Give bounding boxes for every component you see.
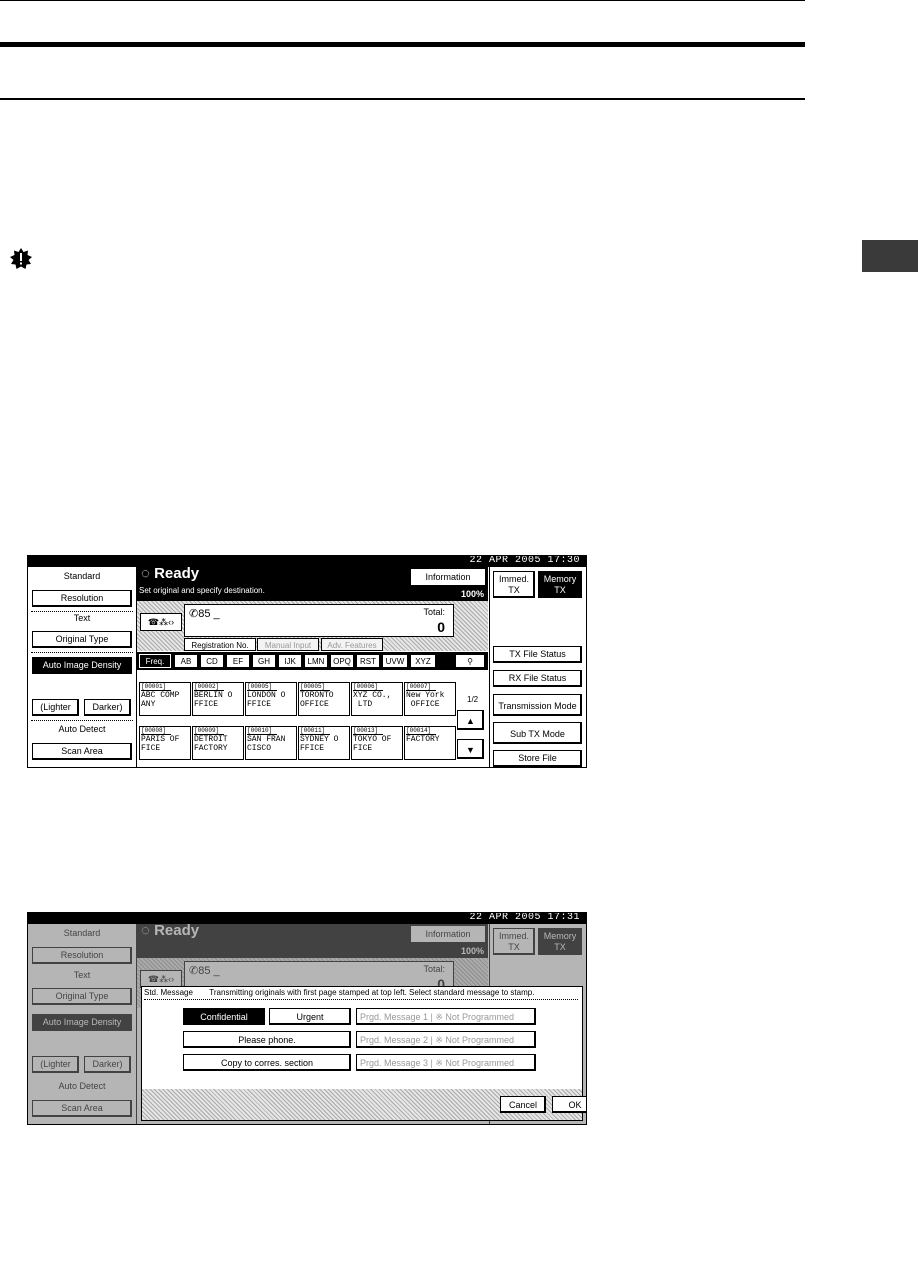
datetime: 22 APR 2005 17:30 [469,555,580,566]
fax-number-icon[interactable]: ☎⁂‹› [140,613,182,631]
chapter-tab [862,240,918,272]
important-icon [10,248,32,270]
sub-tx-mode-button[interactable]: Sub TX Mode [493,722,582,744]
destination-button[interactable] [192,682,244,716]
scan-area-button[interactable]: Scan Area [32,743,132,760]
destination-name: DETROIT FACTORY [194,735,228,753]
ready-title: ◌ Ready [141,565,200,582]
destination-button[interactable] [192,726,244,760]
header-thick-rule [0,42,805,47]
immediate-tx-button[interactable]: Immed. TX [493,571,535,598]
status-bar [28,913,586,924]
destination-code: [00002] [194,683,224,691]
divider [144,999,578,1000]
destination-name: TOKYO OF FICE [353,735,392,753]
tx-file-status-button[interactable]: TX File Status [493,646,582,663]
fax-screen-ready [27,555,587,768]
destination-code: [00001] [141,683,171,691]
urgent-button[interactable]: Urgent [269,1008,351,1025]
index-tab[interactable]: OPQ [330,654,354,668]
destination-button[interactable] [245,726,297,760]
alphabet-index [137,652,488,670]
lighter-button[interactable]: (Lighter [32,699,79,716]
scan-settings-panel [28,567,137,767]
transmission-mode-button[interactable]: Transmission Mode [493,694,582,716]
std-message-dialog [141,986,583,1121]
original-type-value: Text [73,613,91,623]
programmed-message-2-button[interactable]: Prgd. Message 2 | ※ Not Programmed [356,1031,536,1048]
destination-button[interactable] [404,682,456,716]
destination-code: [00006] [353,683,383,691]
resolution-value: Standard [63,571,101,581]
destination-code: [00005] [300,683,330,691]
dialog-instruction: Transmitting originals with first page stamped at top left. Select standard message to stamp. [209,988,535,997]
destination-code: [00014] [406,727,436,735]
confidential-button[interactable]: Confidential [183,1008,265,1025]
information-button[interactable]: Information [411,569,485,585]
status-bar [28,556,586,567]
store-file-button[interactable]: Store File [493,750,582,767]
programmed-message-1-button[interactable]: Prgd. Message 1 | ※ Not Programmed [356,1008,536,1025]
destination-button[interactable] [139,726,191,760]
destination-name: TORONTO OFFICE [300,691,334,709]
dialog-header [144,988,534,997]
divider [31,720,133,721]
darker-button[interactable]: Darker) [84,699,131,716]
next-page-button[interactable] [457,739,484,759]
fax-screen-std-message [27,912,587,1125]
destination-name: PARIS OF FICE [141,735,180,753]
destination-button[interactable] [404,726,456,760]
original-type-button[interactable]: Original Type [32,631,132,648]
destination-button[interactable] [139,682,191,716]
chevron-down-icon: ▼ [466,745,475,755]
destination-code: [00011] [300,727,330,735]
index-tab[interactable]: AB [174,654,198,668]
ok-button[interactable]: OK [552,1096,587,1113]
destination-button[interactable] [298,726,350,760]
destination-code: [00007] [406,683,436,691]
index-tab[interactable]: IJK [278,654,302,668]
index-tab[interactable]: LMN [304,654,328,668]
search-icon: ⚲ [467,657,473,666]
tab-registration-no[interactable]: Registration No. [184,638,256,651]
index-tab-freq[interactable]: Freq. [139,654,171,668]
search-destination-button[interactable] [455,654,485,668]
dialog-title: Std. Message [144,988,193,997]
dialog-footer [142,1089,582,1120]
ready-banner [137,567,488,601]
index-tab[interactable]: RST [356,654,380,668]
please-phone-button[interactable]: Please phone. [183,1031,351,1048]
destination-code: [00013] [353,727,383,735]
ready-instruction: Set original and specify destination. [139,586,265,595]
index-tab[interactable]: CD [200,654,224,668]
cancel-button[interactable]: Cancel [500,1096,546,1113]
destination-name: LONDON O FFICE [247,691,286,709]
destination-name: FACTORY [406,735,440,744]
destination-text: ✆85 _ [189,608,220,620]
memory-percentage: 100% [460,589,484,599]
destination-code: [00008] [141,727,171,735]
previous-page-button[interactable] [457,710,484,730]
destination-name: SYDNEY O FFICE [300,735,339,753]
destination-button[interactable] [245,682,297,716]
index-tab[interactable]: EF [226,654,250,668]
destination-code: [00009] [194,727,224,735]
destination-name: ABC COMP ANY [141,691,180,709]
destination-name: SAN FRAN CISCO [247,735,286,753]
destination-button[interactable] [351,682,403,716]
index-tab[interactable]: XYZ [410,654,436,668]
memory-tx-button[interactable]: Memory TX [538,571,582,598]
index-tab[interactable]: UVW [382,654,408,668]
top-thin-rule [0,0,805,1]
destination-name: XYZ CO., LTD [353,691,392,709]
programmed-message-3-button[interactable]: Prgd. Message 3 | ※ Not Programmed [356,1054,536,1071]
resolution-button[interactable]: Resolution [32,590,132,607]
divider [31,652,133,653]
chevron-up-icon: ▲ [466,716,475,726]
destination-area [137,601,488,651]
tab-manual-input[interactable]: Manual Input [257,638,319,651]
tab-adv-features[interactable]: Adv. Features [321,638,383,651]
copy-to-corres-section-button[interactable]: Copy to corres. section [183,1054,351,1071]
destination-field[interactable] [184,604,454,637]
total-label: Total: [423,607,445,617]
index-tab[interactable]: GH [252,654,276,668]
destination-button[interactable] [351,726,403,760]
destination-name: New York OFFICE [406,691,445,709]
scan-area-value: Auto Detect [58,724,106,734]
destination-code: [00010] [247,727,277,735]
destination-panel [137,567,488,767]
destination-name: BERLIN O FFICE [194,691,233,709]
divider [31,611,133,612]
transmission-panel [489,567,587,767]
header-bottom-rule [0,98,805,100]
total-value: 0 [437,619,445,635]
destination-code: [00005] [247,683,277,691]
rx-file-status-button[interactable]: RX File Status [493,670,582,687]
destination-button[interactable] [298,682,350,716]
datetime: 22 APR 2005 17:31 [469,912,580,923]
auto-image-density-button[interactable]: Auto Image Density [32,657,132,674]
page-indicator: 1/2 [467,695,479,704]
